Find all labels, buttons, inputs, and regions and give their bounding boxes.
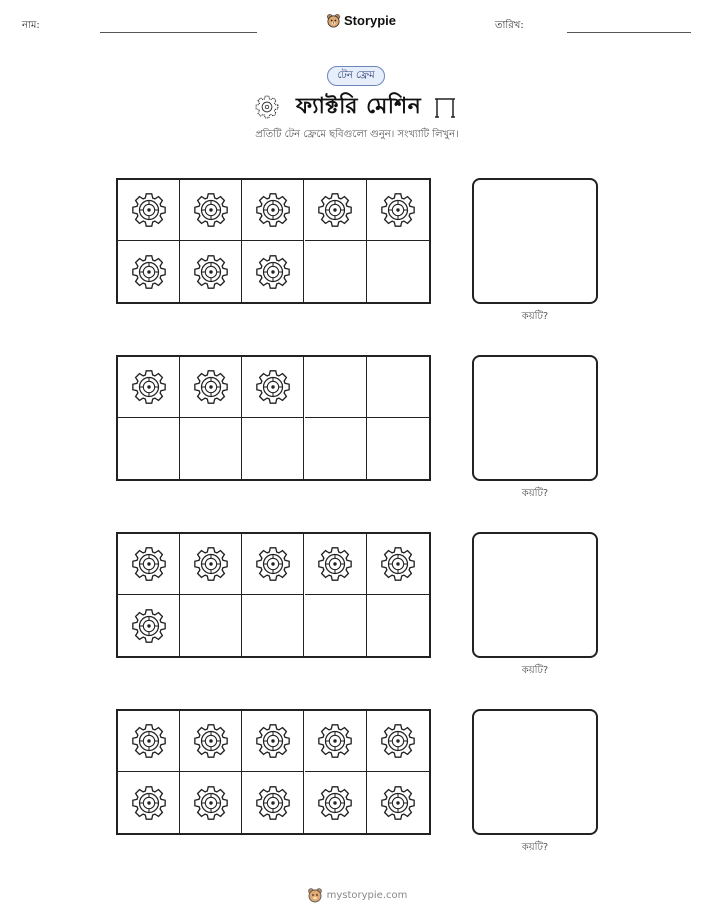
bear-mascot-icon [307,887,323,903]
name-label: নাম: [22,20,40,31]
gear-icon [254,784,292,822]
gear-icon [316,545,354,583]
ten-frame-cell [305,241,367,302]
how-many-label: কয়টি? [521,311,549,322]
brand-name: Storypie [344,13,397,28]
date-line[interactable] [567,32,691,33]
answer-box[interactable] [472,709,598,835]
ten-frame-cell [242,711,304,772]
gear-icon [130,784,168,822]
gear-icon [130,253,168,291]
ten-frame-cell [118,418,180,479]
ten-frame-cell [242,772,304,833]
footer-url[interactable]: mystorypie.com [326,889,408,901]
gear-icon [316,722,354,760]
gear-icon [192,253,230,291]
gear-icon [254,545,292,583]
ten-frame-cell [180,357,242,418]
ten-frame-cell [305,357,367,418]
ten-frame-cell [305,772,367,833]
gear-icon [192,191,230,229]
gear-icon [379,784,417,822]
ten-frame-cell [242,595,304,656]
ten-frame-cell [242,534,304,595]
ten-frame-cell [118,357,180,418]
ten-frame-cell [118,241,180,302]
name-line[interactable] [100,32,257,33]
ten-frame-cell [367,595,429,656]
ten-frame [116,178,431,304]
ten-frame-cell [242,241,304,302]
gear-icon [130,722,168,760]
ten-frame-cell [305,180,367,241]
answer-box[interactable] [472,532,598,658]
gear-icon [254,722,292,760]
ten-frame-cell [242,357,304,418]
ten-frame-cell [367,241,429,302]
ten-frame-cell [242,180,304,241]
ten-frame-cell [180,711,242,772]
ten-frame-cell [118,772,180,833]
instructions: প্রতিটি টেন ফ্রেমে ছবিগুলো গুনুন। সংখ্যাটি লিখুন। [255,129,459,140]
ten-frame-cell [367,418,429,479]
gear-icon [192,545,230,583]
ten-frame-cell [305,595,367,656]
ten-frame-cell [180,418,242,479]
footer [0,887,714,903]
ten-frame-cell [180,595,242,656]
ten-frame-cell [118,711,180,772]
ten-frame-cell [367,357,429,418]
ten-frame-cell [305,711,367,772]
gear-icon [254,191,292,229]
gear-icon [192,368,230,406]
gear-icon [316,191,354,229]
gear-icon [130,545,168,583]
how-many-label: কয়টি? [521,665,549,676]
ten-frame-cell [180,241,242,302]
ten-frame-cell [367,772,429,833]
ten-frame-cell [367,711,429,772]
answer-box[interactable] [472,178,598,304]
gear-icon [253,93,281,121]
page-title-row [0,89,714,123]
ten-frame-cell [367,534,429,595]
topic-badge: টেন ফ্রেম [327,66,385,86]
gear-icon [316,784,354,822]
gear-icon [192,784,230,822]
ten-frame-cell [180,534,242,595]
ten-frame-cell [118,534,180,595]
date-label: তারিখ: [495,20,524,31]
gear-icon [130,368,168,406]
gear-icon [192,722,230,760]
conveyor-icon [432,96,458,118]
gear-icon [379,191,417,229]
ten-frame-cell [367,180,429,241]
ten-frame [116,709,431,835]
ten-frame [116,532,431,658]
ten-frame-cell [118,180,180,241]
gear-icon [130,191,168,229]
ten-frame-cell [305,418,367,479]
brand-logo [326,13,396,28]
ten-frame-cell [180,772,242,833]
gear-icon [254,253,292,291]
gear-icon [379,722,417,760]
bear-mascot-icon [326,13,341,28]
answer-box[interactable] [472,355,598,481]
gear-icon [130,607,168,645]
how-many-label: কয়টি? [521,488,549,499]
ten-frame-cell [305,534,367,595]
page-title: ফ্যাক্টরি মেশিন [296,94,422,119]
gear-icon [379,545,417,583]
ten-frame-cell [242,418,304,479]
ten-frame-cell [118,595,180,656]
ten-frame-cell [180,180,242,241]
ten-frame [116,355,431,481]
how-many-label: কয়টি? [521,842,549,853]
gear-icon [254,368,292,406]
